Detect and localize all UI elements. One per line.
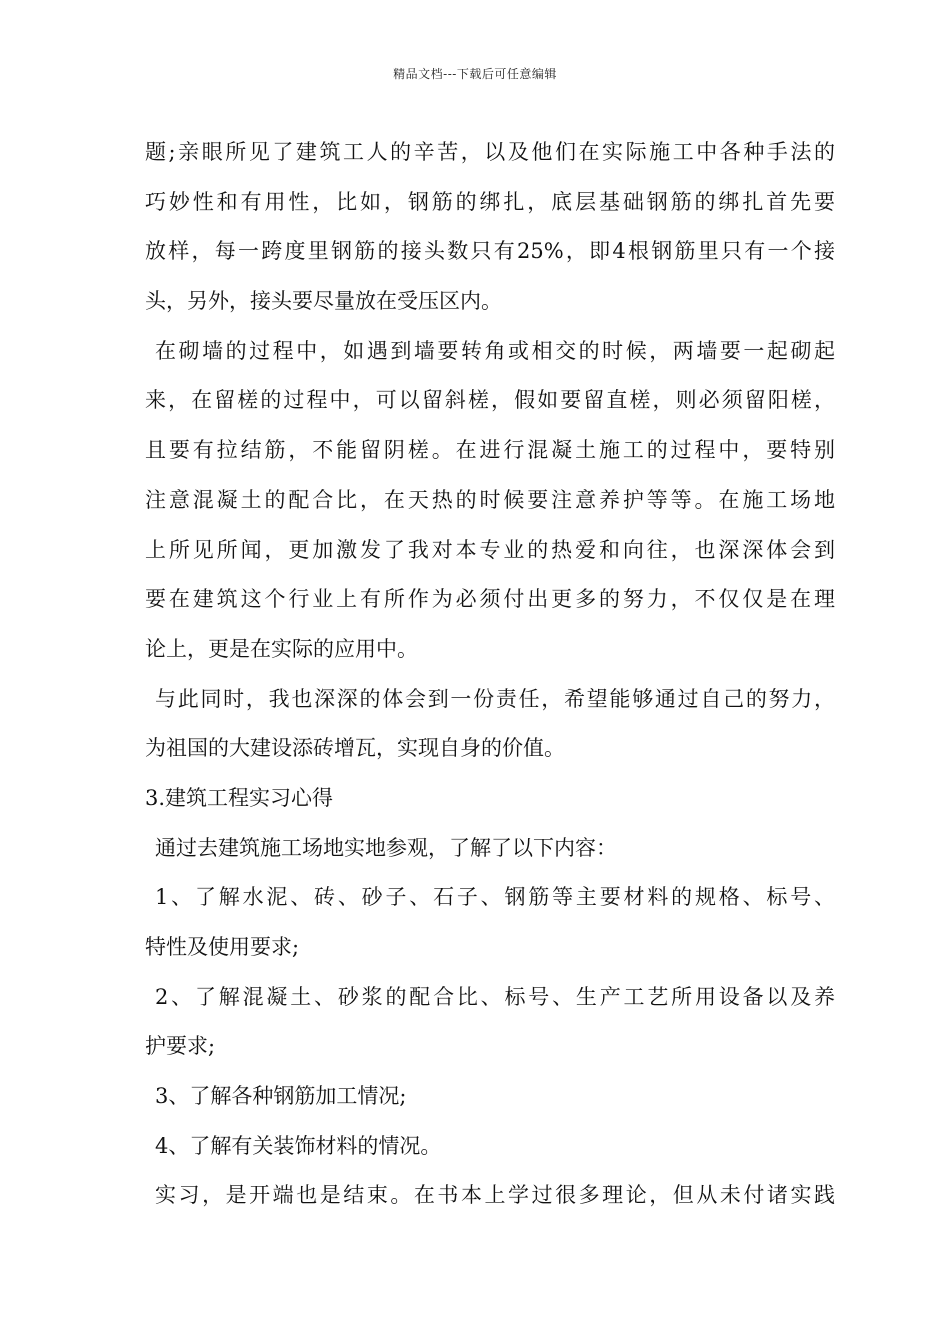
- text-line: 题;亲眼所见了建筑工人的辛苦，以及他们在实际施工中各种手法的: [145, 140, 835, 164]
- text-line: 通过去建筑施工场地实地参观，了解了以下内容：: [155, 835, 617, 860]
- page-header: 精品文档---下载后可任意编辑: [393, 67, 557, 81]
- text-line: 头，另外，接头要尽量放在受压区内。: [145, 289, 502, 314]
- text-line: 实习，是开端也是结束。在书本上学过很多理论，但从未付诸实践: [155, 1183, 835, 1208]
- text-line: 在砌墙的过程中，如遇到墙要转角或相交的时候，两墙要一起砌起: [155, 338, 835, 363]
- text-line: 4、了解有关装饰材料的情况。: [155, 1133, 442, 1158]
- text-line: 3、了解各种钢筋加工情况;: [155, 1084, 407, 1109]
- body-text: [145, 128, 835, 1221]
- text-line: 巧妙性和有用性，比如，钢筋的绑扎，底层基础钢筋的绑扎首先要: [145, 189, 835, 214]
- text-line: 3.建筑工程实习心得: [145, 785, 334, 810]
- text-line: 2、了解混凝土、砂浆的配合比、标号、生产工艺所用设备以及养: [155, 984, 835, 1009]
- text-line: 论上，更是在实际的应用中。: [145, 636, 418, 661]
- text-line: 与此同时，我也深深的体会到一份责任，希望能够通过自己的努力，: [155, 686, 835, 711]
- text-line: 来，在留槎的过程中，可以留斜槎，假如要留直槎，则必须留阳槎，: [145, 388, 835, 413]
- text-line: 1、了解水泥、砖、砂子、石子、钢筋等主要材料的规格、标号、: [155, 885, 835, 910]
- text-line: 上所见所闻，更加激发了我对本专业的热爱和向往，也深深体会到: [145, 537, 835, 562]
- text-line: 且要有拉结筋，不能留阴槎。在进行混凝土施工的过程中，要特别: [145, 438, 835, 463]
- text-line: 护要求;: [145, 1034, 216, 1059]
- text-line: 注意混凝土的配合比，在天热的时候要注意养护等等。在施工场地: [145, 487, 835, 512]
- text-line: 特性及使用要求;: [145, 935, 300, 959]
- text-line: 要在建筑这个行业上有所作为必须付出更多的努力，不仅仅是在理: [145, 587, 835, 612]
- text-line: 为祖国的大建设添砖增瓦，实现自身的价值。: [145, 736, 565, 761]
- text-line: 放样，每一跨度里钢筋的接头数只有25%，即4根钢筋里只有一个接: [145, 239, 835, 264]
